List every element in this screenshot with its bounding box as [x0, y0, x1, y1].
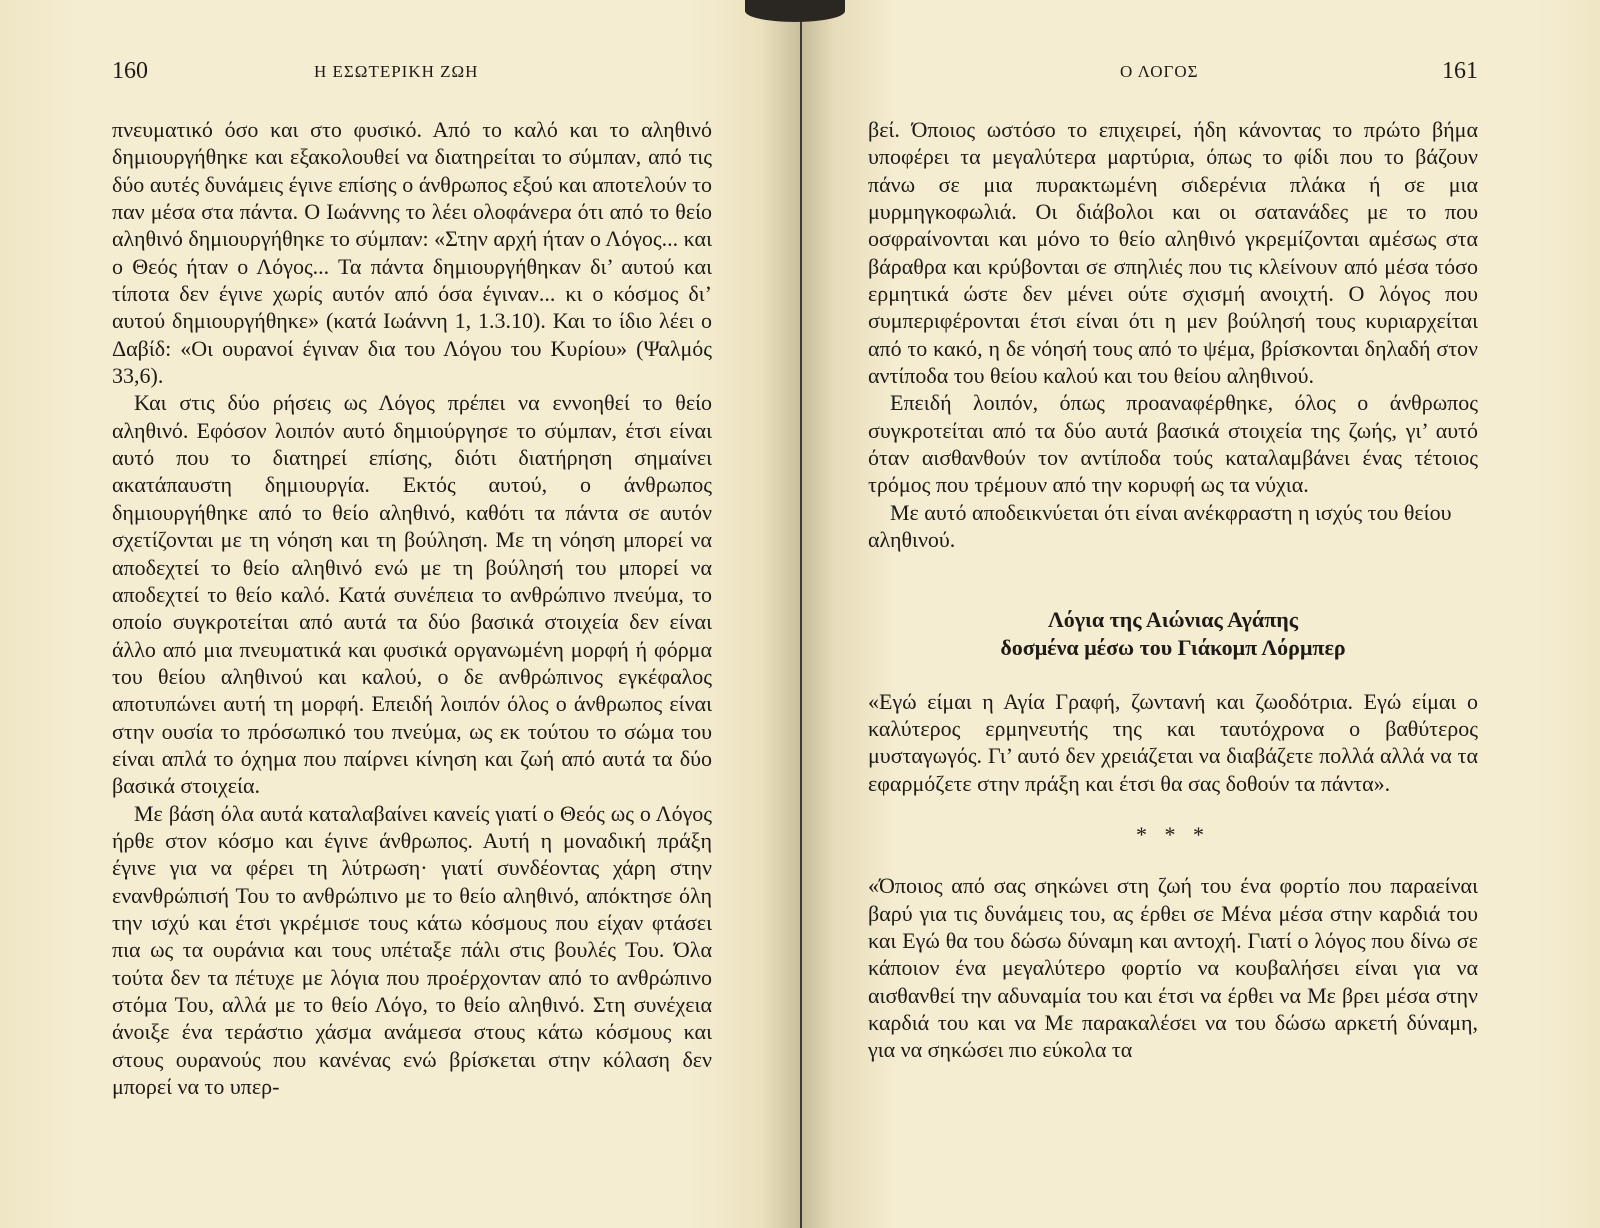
book-spine-gap	[745, 0, 845, 22]
paragraph: Και στις δύο ρήσεις ως Λόγος πρέπει να εννοηθεί το θείο αληθινό. Εφόσον λοιπόν αυτό δημιούργησε το σύμπαν, έτσι είναι αυτό που το διατηρεί επίσης, διότι διατήρηση σημαίνει ακατάπαυστη δημιουργία. Εκτός αυτού, ο άνθρωπος δημιουργήθηκε από το θείο αληθινό, καθότι τα πάντα σε αυτόν σχετίζονται με τη νόηση και τη βούληση. Με τη νόηση μπορεί να αποδεχτεί το θείο αληθινό ενώ με τη βούλησή του μπορεί να αποδεχτεί το θείο καλό. Κατά συνέπεια το ανθρώπινο πνεύμα, το οποίο συγκροτείται από αυτά τα δύο βασικά στοιχεία δεν είναι άλλο από μια πνευματικά και φυσικά οργανωμένη μορφή ή φόρμα του θείου αληθινού και καλού, ο δε ανθρώπινος εγκέφαλος αποτυπώνει αυτή τη μορφή. Επειδή λοιπόν όλος ο άνθρωπος είναι στην ουσία το πρόσωπικό του πνεύμα, ως εκ τούτου το σώμα του είναι απλά το όχημα που παίρνει κίνηση και ζωή από αυτά τα δύο βασικά στοιχεία.	[112, 390, 712, 799]
paragraph: βεί. Όποιος ωστόσο το επιχειρεί, ήδη κάνοντας το πρώτο βήμα υποφέρει τα μεγαλύτερα μαρτύρια, όπως το φίδι που το βάζουν πάνω σε μια πυρακτωμένη σιδερένια πλάκα ή σε μια μυρμηγκοφωλιά. Οι διάβολοι και οι σατανάδες με το που οσφραίνονται και μόνο το θείο αληθινό γκρεμίζονται αμέσως στα βάραθρα και κρύβονται σε σπηλιές που τις κλείνουν από μέσα τόσο ερμητικά ώστε δεν μένει ούτε σχισμή ανοιχτή. Ο λόγος που συμπεριφέρονται έτσι είναι ότι η μεν βούλησή τους κυριαρχείται από το κακό, η δε νόησή τους από το ψέμα, βρίσκονται δηλαδή στον αντίποδα του θείου καλού και του θείου αληθινού.	[868, 117, 1478, 389]
quote-paragraph: «Όποιος από σας σηκώνει στη ζωή του ένα φορτίο που παραείναι βαρύ για τις δυνάμεις του, ας έρθει σε Μένα μέσα στην καρδιά του και Εγώ θα του δώσω δύναμη και αντοχή. Γιατί ο λόγος που δίνω σε κάποιον ένα μεγαλύτερο φορτίο να κουβαλήσει είναι για να αισθανθεί την αδυναμία του και έτσι να έρθει να Με βρει μέσα στην καρδιά του και να Με παρακαλέσει να του δώσω αρκετή δύναμη, για να σηκώσει πιο εύκολα τα	[868, 873, 1478, 1063]
running-head-right: Ο ΛΟΓΟΣ	[1120, 62, 1199, 81]
quote-paragraph: «Εγώ είμαι η Αγία Γραφή, ζωντανή και ζωοδότρια. Εγώ είμαι ο καλύτερος ερμηνευτής της και ταυτόχρονα ο βαθύτερος μυσταγωγός. Γι’ αυτό δεν χρειάζεται να διαβάζετε πολλά αλλά να τα εφαρμόζετε στην πράξη και έτσι θα σας δοθούν τα πάντα».	[868, 688, 1478, 796]
right-text-block	[868, 116, 1478, 1064]
left-text-block	[112, 116, 712, 1100]
section-heading	[868, 606, 1478, 662]
page-number-left: 160	[112, 58, 148, 84]
paragraph: Με βάση όλα αυτά καταλαβαίνει κανείς γιατί ο Θεός ως ο Λόγος ήρθε στον κόσμο και έγινε άνθρωπος. Αυτή η μοναδική πράξη έγινε για να φέρει τη λύτρωση· γιατί συνδέοντας χάρη στην ενανθρώπισή Του το ανθρώπινο με το θείο αληθινό, απόκτησε όλη την ισχύ και έτσι γκρέμισε τους κάτω κόσμους που είχαν φτάσει πια ως τα ουράνια και τους υπέταξε πάλι στις βουλές Του. Όλα τούτα δεν τα πέτυχε με λόγια που προέρχονταν από το ανθρώπινο στόμα Του, αλλά με το θείο Λόγο, το θείο αληθινό. Στη συνέχεια άνοιξε ένα τεράστιο χάσμα ανάμεσα στους κάτω κόσμους και στους ουρανούς που κανένας ενώ βρίσκεται στην κόλαση δεν μπορεί να το υπερ-	[112, 800, 712, 1100]
paragraph: πνευματικό όσο και στο φυσικό. Από το καλό και το αληθινό δημιουργήθηκε και εξακολουθεί να διατηρείται το σύμπαν, από τις δύο αυτές δυνάμεις έγινε επίσης ο άνθρωπος εξού και αποτελούν το παν μέσα στα πάντα. Ο Ιωάννης το λέει ολοφάνερα ότι από το θείο αληθινό δημιουργήθηκε το σύμπαν: «Στην αρχή ήταν ο Λόγος... και ο Θεός ήταν ο Λόγος... Τα πάντα δημιουργήθηκαν δι’ αυτού και τίποτα δεν έγινε χωρίς αυτόν από όσα έγιναν... κι ο κόσμος δι’ αυτού δημιουργήθηκε» (κατά Ιωάννη 1, 1.3.10). Και το ίδιο λέει ο Δαβίδ: «Οι ουρανοί έγιναν δια του Λόγου του Κυρίου» (Ψαλμός 33,6).	[112, 117, 712, 389]
page-number-right: 161	[1442, 58, 1478, 84]
section-heading-line: Λόγια της Αιώνιας Αγάπης	[1047, 606, 1299, 632]
paragraph: Επειδή λοιπόν, όπως προαναφέρθηκε, όλος ο άνθρωπος συγκροτείται από τα δύο αυτά βασικά στοιχεία της ζωής, γι’ αυτό όταν αισθανθούν τον αντίποδα τούς καταλαμβάνει ένας τέτοιος τρόμος που τρέμουν από την κορυφή ως τα νύχια.	[868, 390, 1478, 498]
running-head-left: Η ΕΣΩΤΕΡΙΚΗ ΖΩΗ	[314, 62, 479, 81]
section-heading-line: δοσμένα μέσω του Γιάκομπ Λόρμπερ	[1000, 634, 1346, 660]
section-separator: * * *	[1136, 821, 1210, 847]
paragraph: Με αυτό αποδεικνύεται ότι είναι ανέκφραστη η ισχύς του θείου αληθινού.	[868, 499, 1452, 553]
